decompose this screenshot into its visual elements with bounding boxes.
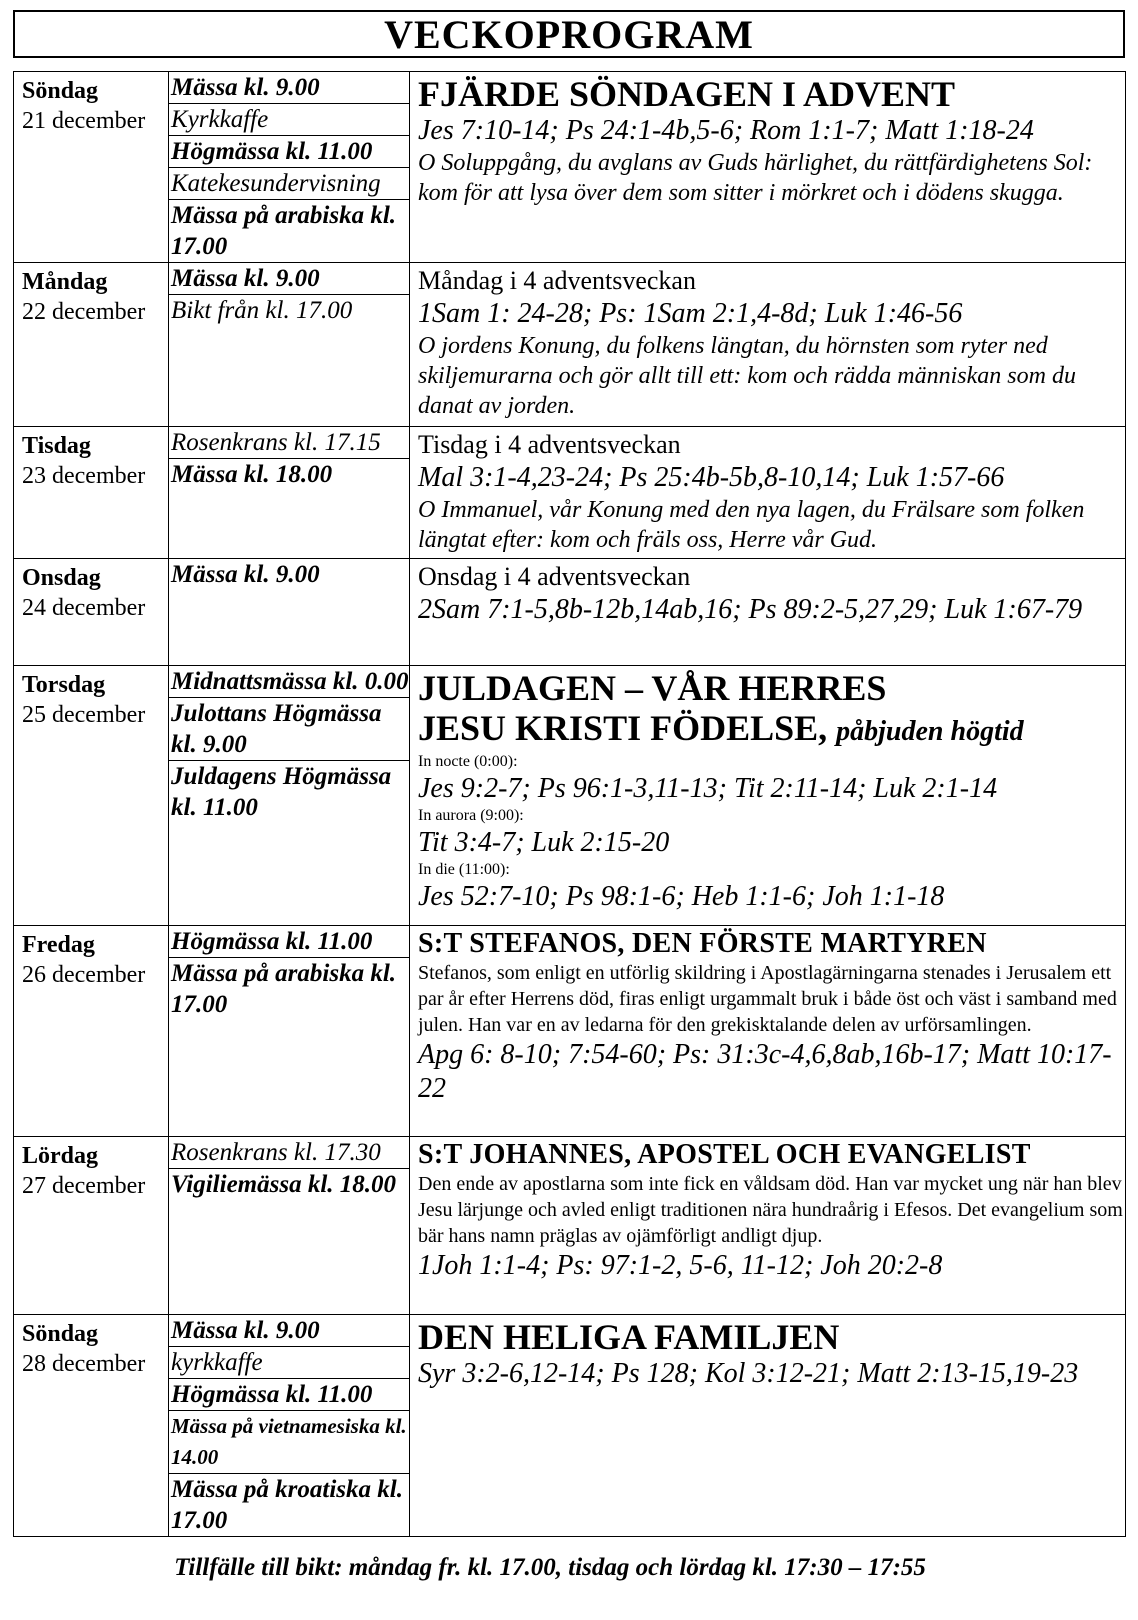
day-cell — [14, 72, 169, 263]
day-name: Söndag — [22, 1321, 99, 1347]
day-cell — [14, 559, 169, 666]
services-cell — [169, 926, 410, 1137]
services-cell — [169, 1315, 410, 1537]
service-item: Mässa kl. 9.00 — [169, 1315, 409, 1347]
service-item: Julottans Högmässa kl. 9.00 — [169, 698, 409, 761]
readings: Mal 3:1-4,23-24; Ps 25:4b-5b,8-10,14; Luk 1:57-66 — [418, 462, 1005, 493]
service-item: Juldagens Högmässa kl. 11.00 — [171, 763, 392, 821]
service-item: Rosenkrans kl. 17.30 — [169, 1137, 409, 1169]
service-item: Kyrkkaffe — [169, 104, 409, 136]
service-item: Mässa kl. 9.00 — [171, 561, 320, 588]
services-cell — [169, 263, 410, 427]
day-row-tuesday-23 — [14, 427, 1126, 559]
service-item: Mässa på vietnamesiska kl. 14.00 — [169, 1411, 409, 1474]
day-date: 23 december — [22, 463, 146, 489]
feast-heading-text: JESU KRISTI FÖDELSE, — [418, 708, 828, 748]
service-item: Mässa kl. 9.00 — [169, 263, 409, 295]
mass-label: In aurora (9:00): — [418, 807, 524, 824]
day-date: 28 december — [22, 1351, 146, 1377]
day-row-sunday-21 — [14, 72, 1126, 263]
readings: Tit 3:4-7; Luk 2:15-20 — [418, 827, 670, 858]
service-item: Midnattsmässa kl. 0.00 — [169, 666, 409, 698]
day-cell — [14, 1137, 169, 1315]
day-date: 21 december — [22, 108, 146, 134]
service-item: Mässa på kroatiska kl. 17.00 — [171, 1476, 403, 1534]
day-name: Tisdag — [22, 433, 91, 459]
feast-description: Den ende av apostlarna som inte fick en våldsam död. Han var mycket ung när han blev Jesu lärjunge och avled enligt traditionen nära hundraårig i Efesos. Det evangelium som bär hans namn präglas av ojämförligt andligt djup. — [418, 1173, 1123, 1247]
liturgy-cell — [410, 559, 1126, 666]
feast-description: Stefanos, som enligt en utförlig skildring i Apostlagärningarna stenades i Jerusalem ett par år efter Herrens död, firas enligt urgammalt bruk i både öst och väst i samband med julen. Han var en av ledarna för den grekisktalande delen av urförsamlingen. — [418, 962, 1117, 1036]
service-item: Mässa kl. 9.00 — [169, 72, 409, 104]
day-heading: Måndag i 4 adventsveckan — [418, 266, 696, 295]
feast-rank: påbjuden högtid — [836, 716, 1024, 747]
day-name: Måndag — [22, 269, 108, 295]
feast-heading: S:T STEFANOS, DEN FÖRSTE MARTYREN — [418, 928, 987, 959]
day-name: Söndag — [22, 78, 99, 104]
readings: Jes 7:10-14; Ps 24:1-4b,5-6; Rom 1:1-7; Matt 1:18-24 — [418, 115, 1034, 146]
mass-label: In die (11:00): — [418, 861, 510, 878]
antiphon: O jordens Konung, du folkens längtan, du hörnsten som ryter ned skiljemurarna och gör allt till ett: kom och rädda människan som du danat av jorden. — [418, 333, 1076, 419]
day-name: Fredag — [22, 932, 95, 958]
service-item: Rosenkrans kl. 17.15 — [169, 427, 409, 459]
day-heading: Onsdag i 4 adventsveckan — [418, 562, 691, 591]
service-item: kyrkkaffe — [169, 1347, 409, 1379]
readings: Syr 3:2-6,12-14; Ps 128; Kol 3:12-21; Matt 2:13-15,19-23 — [418, 1358, 1079, 1389]
liturgy-cell — [410, 427, 1126, 559]
service-item: Högmässa kl. 11.00 — [169, 926, 409, 958]
readings: 2Sam 7:1-5,8b-12b,14ab,16; Ps 89:2-5,27,29; Luk 1:67-79 — [418, 594, 1083, 625]
service-item: Mässa på arabiska kl. 17.00 — [171, 960, 397, 1018]
services-cell — [169, 427, 410, 559]
antiphon: O Immanuel, vår Konung med den nya lagen, du Frälsare som folken längtat efter: kom och fräls oss, Herre vår Gud. — [418, 497, 1085, 553]
confession-times: Tillfälle till bikt: måndag fr. kl. 17.00, tisdag och lördag kl. 17:30 – 17:55 — [174, 1554, 926, 1581]
day-name: Torsdag — [22, 672, 106, 698]
day-row-wednesday-24 — [14, 559, 1126, 666]
service-item: Högmässa kl. 11.00 — [169, 136, 409, 168]
day-cell — [14, 427, 169, 559]
feast-heading-line-1: JULDAGEN – VÅR HERRES — [418, 668, 887, 708]
services-cell — [169, 72, 410, 263]
service-item: Högmässa kl. 11.00 — [169, 1379, 409, 1411]
day-date: 26 december — [22, 962, 146, 988]
liturgy-cell — [410, 263, 1126, 427]
service-item: Mässa kl. 18.00 — [171, 461, 333, 488]
day-date: 27 december — [22, 1173, 146, 1199]
services-cell — [169, 559, 410, 666]
readings: Jes 52:7-10; Ps 98:1-6; Heb 1:1-6; Joh 1:1-18 — [418, 881, 945, 912]
readings: Apg 6: 8-10; 7:54-60; Ps: 31:3c-4,6,8ab,16b-17; Matt 10:17-22 — [418, 1039, 1112, 1104]
liturgy-cell — [410, 1137, 1126, 1315]
weekly-schedule-table — [13, 71, 1126, 1537]
services-cell — [169, 1137, 410, 1315]
day-cell — [14, 263, 169, 427]
feast-heading-line-2 — [418, 708, 1125, 752]
day-date: 24 december — [22, 595, 146, 621]
antiphon: O Soluppgång, du avglans av Guds härlighet, du rättfärdighetens Sol: kom för att lysa över dem som sitter i mörkret och i dödens skugga. — [418, 150, 1093, 206]
liturgy-cell — [410, 1315, 1126, 1537]
day-row-thursday-25 — [14, 666, 1126, 926]
service-item: Vigiliemässa kl. 18.00 — [171, 1171, 397, 1198]
service-item: Mässa på arabiska kl. 17.00 — [171, 202, 397, 260]
day-row-sunday-28 — [14, 1315, 1126, 1537]
day-row-saturday-27 — [14, 1137, 1126, 1315]
day-date: 22 december — [22, 299, 146, 325]
day-cell — [14, 1315, 169, 1537]
feast-heading: S:T JOHANNES, APOSTEL OCH EVANGELIST — [418, 1139, 1031, 1170]
readings: 1Joh 1:1-4; Ps: 97:1-2, 5-6, 11-12; Joh 20:2-8 — [418, 1250, 943, 1281]
readings: Jes 9:2-7; Ps 96:1-3,11-13; Tit 2:11-14; Luk 2:1-14 — [418, 773, 998, 804]
feast-heading: FJÄRDE SÖNDAGEN I ADVENT — [418, 74, 956, 114]
day-row-friday-26 — [14, 926, 1126, 1137]
day-row-monday-22 — [14, 263, 1126, 427]
day-name: Lördag — [22, 1143, 99, 1169]
readings: 1Sam 1: 24-28; Ps: 1Sam 2:1,4-8d; Luk 1:46-56 — [418, 298, 963, 329]
liturgy-cell — [410, 72, 1126, 263]
services-cell — [169, 666, 410, 926]
service-item: Bikt från kl. 17.00 — [171, 297, 353, 324]
day-name: Onsdag — [22, 565, 101, 591]
mass-label: In nocte (0:00): — [418, 753, 518, 770]
liturgy-cell — [410, 926, 1126, 1137]
day-heading: Tisdag i 4 adventsveckan — [418, 430, 681, 459]
day-date: 25 december — [22, 702, 146, 728]
page-title: VECKOPROGRAM — [13, 10, 1125, 58]
feast-heading: DEN HELIGA FAMILJEN — [418, 1317, 840, 1357]
day-cell — [14, 666, 169, 926]
day-cell — [14, 926, 169, 1137]
service-item: Katekesundervisning — [169, 168, 409, 200]
liturgy-cell — [410, 666, 1126, 926]
